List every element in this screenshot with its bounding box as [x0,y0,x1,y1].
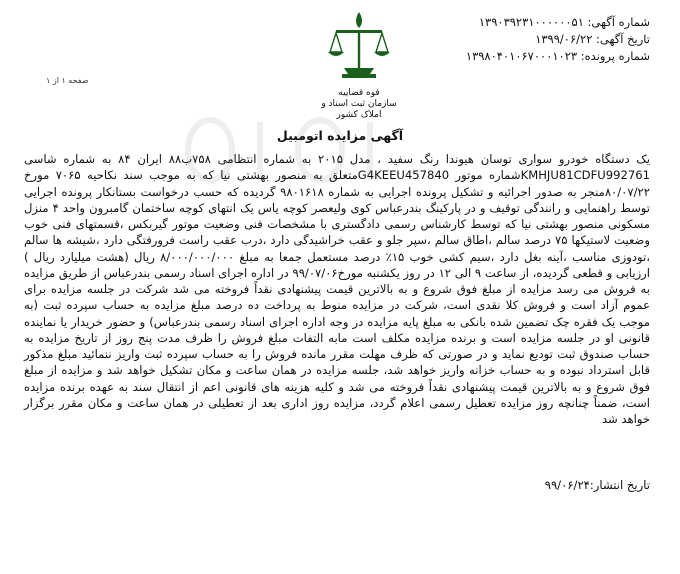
judiciary-emblem-icon [322,8,396,90]
logo-caption [318,88,400,121]
ad-number: شماره آگهی: ۱۳۹۰۳۹۲۳۱۰۰۰۰۰۰۵۱ [478,15,650,29]
logo-caption-line1: قوه قضاییه [338,88,380,98]
document-title: آگهی مزایده اتومبیل [276,128,404,143]
publish-date: تاریخ انتشار:۹۹/۰۶/۲۴ [544,478,650,492]
document-body: یک دستگاه خودرو سواری توسان هیوندا رنگ سفید ، مدل ۲۰۱۵ به شماره انتظامی ۷۵۸ب۸۸ ایران ۸۴ به شماره شاسی KMHJU81CDFU992761شماره موتور G4KEEU457840متعلق به منصور بهشتی نیا که به موجب سند نکاحیه ۷۰۶۵ مورخ ۸۰/۰۷/۲۲منجر به صدور اجرائیه و تشکیل پرونده اجرایی به شماره ۹۸۰۱۶۱۸ گردیده که حسب درخواست بستانکار پرونده اجرایی توسط راهنمایی و رانندگی توقیف و در پارکینگ بندرعباس کوی ولیعصر کوچه یاس یک انتهای کوچه ساختمان گامبرون واحد ۴ منزل مسکونی منصور بهشتی نیا که توسط کارشناس رسمی دادگستری با مشخصات فنی وضعیت موتور گیربکس ،قسمتهای فنی خوب وضعیت لاستیکها ۷۵ درصد سالم ،اطاق سالم ،سپر جلو و عقب خراشیدگی دارد ،درب عقب راست فرورفتگی دارد ،شیشه ها سالم ،تودوزی مناسب ،آینه بغل دارد ،سیم کشی خوب ۱۵٪ درصد مستعمل جمعا به مبلغ ۸/۰۰۰/۰۰۰/۰۰۰ ریال (هشت میلیارد ریال ) ارزیابی و قطعی گردیده، از ساعت ۹ الی ۱۲ در روز یکشنبه مورخ۹۹/۰۷/۰۶ در اداره اجرای اسناد رسمی بندرعباس از طریق مزایده به فروش می رسد مزایده از مبلغ فوق شروع و به بالاترین قیمت پیشنهادی نقداً فروخته می شد شرکت در جلسه مزایده برای عموم آزاد است و فروش کلا نقدی است، شرکت در مزایده منوط به پرداخت ده درصد مبلغ مزایده به حساب سپرده ثبت (به موجب یک فقره چک تضمین شده بانکی به مبلغ پایه مزایده در وجه اداره اجرای اسناد رسمی بندرعباس) و حضور خریدار یا نماینده قانونی او در جلسه مزایده است و برنده مزایده مکلف است مابه التفات مبلغ فروش را ظرف مدت پنج روز از تاریخ مزایده به حساب صندوق ثبت تودیع نماید و در صورتی که ظرف مهلت مقرر مانده فروش را به حساب سپرده ثبت واریز ننمائید مبلغ مذکور قابل استرداد نبوده و به حساب خزانه واریز خواهد شد، جلسه مزایده در همان ساعت و مکان تشکیل خواهد شد و مزایده از مبلغ فوق شروع و به بالاترین قیمت پیشنهادی نقداً فروخته می شد و کلیه هزینه های قانونی اعم از انتقال سند به عهده برنده مزایده است، ضمناً چنانچه روز مزایده تعطیل رسمی اعلام گردد، مزایده روز اداری بعد از تعطیلی در همان ساعت و مکان مقرر برگزار خواهد شد [24,152,651,426]
file-number: شماره پرونده: ۱۳۹۸۰۴۰۱۰۶۷۰۰۰۱۰۲۳ [465,49,650,63]
header-meta [466,14,650,65]
ad-date: تاریخ آگهی: ۱۳۹۹/۰۶/۲۲ [535,32,650,46]
page-number: صفحه ۱ از ۱ [46,76,89,85]
logo-caption-line2: سازمان ثبت اسناد و املاک کشور [321,99,397,120]
